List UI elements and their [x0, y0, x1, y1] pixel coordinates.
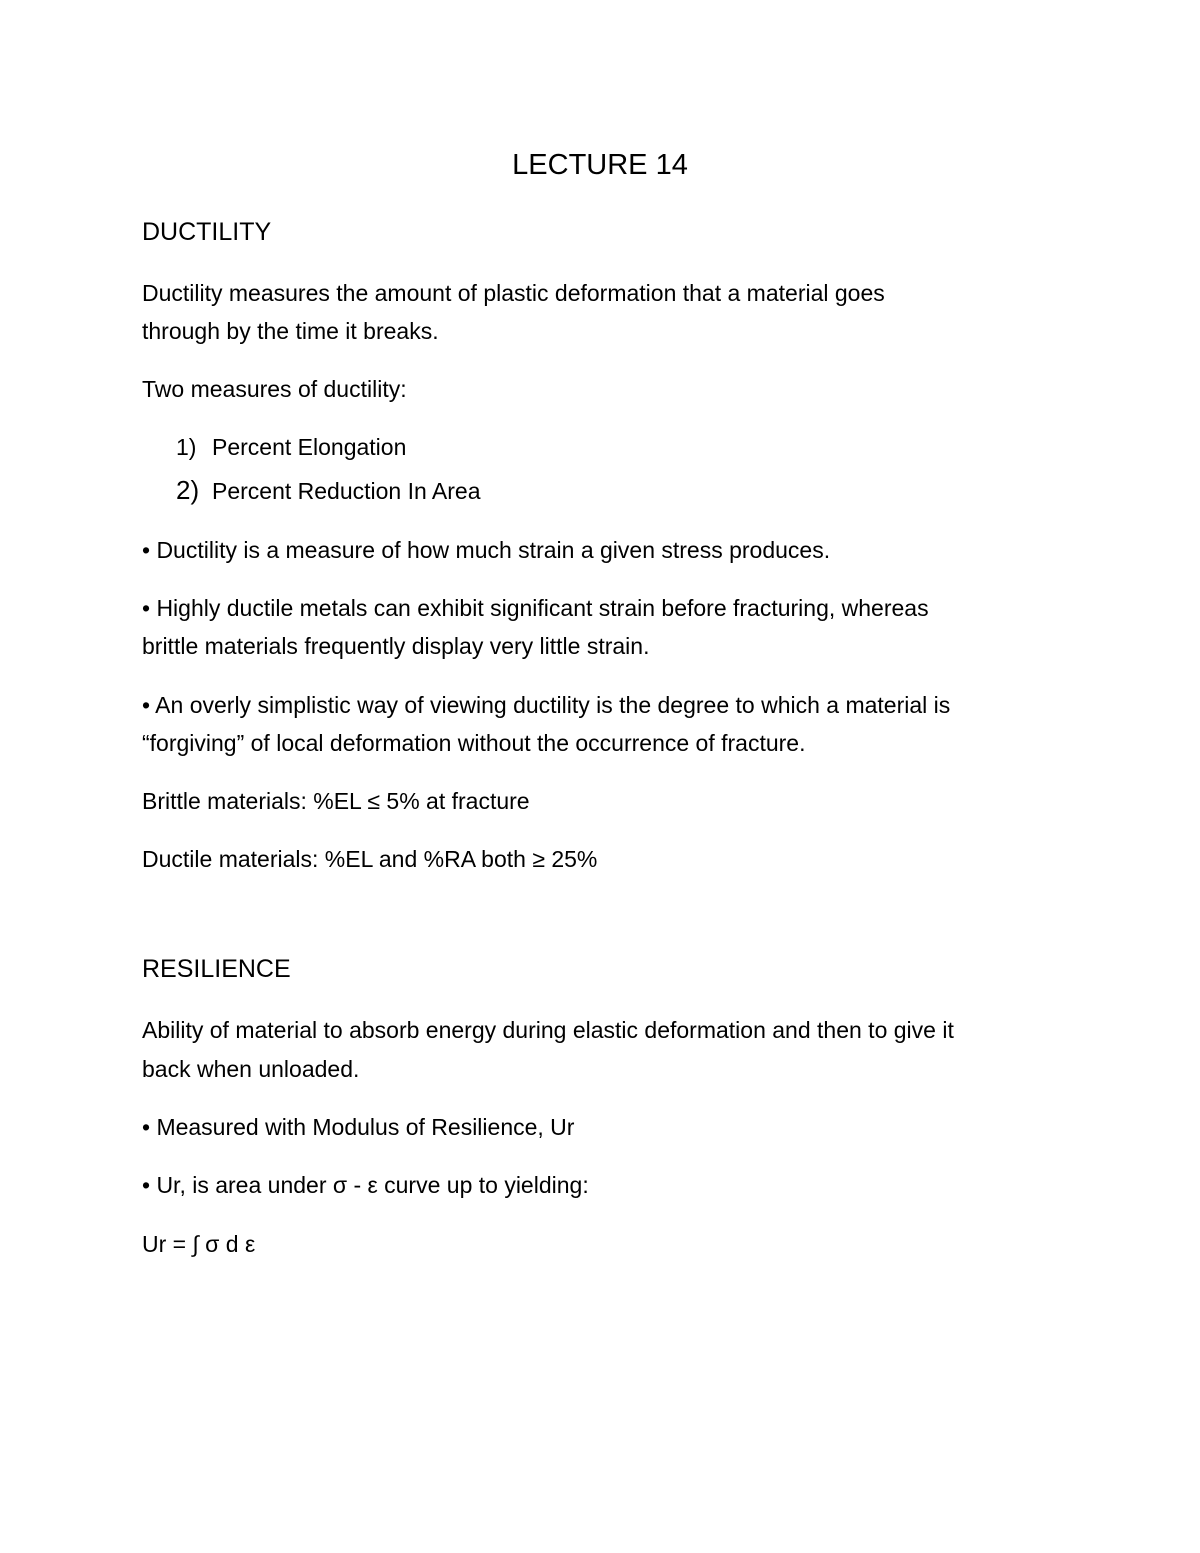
ductility-definition-line-1: Ductility measures the amount of plastic deformation that a material goes — [142, 280, 885, 306]
ductility-bullet-3-line-1: • An overly simplistic way of viewing ductility is the degree to which a material is — [142, 692, 951, 718]
measures-intro: Two measures of ductility: — [142, 376, 407, 402]
list-item-number: 1) — [176, 434, 197, 460]
ductility-bullet-1: • Ductility is a measure of how much strain a given stress produces. — [142, 537, 831, 563]
list-item-text: Percent Elongation — [212, 434, 407, 460]
resilience-formula: Ur = ∫ σ d ε — [142, 1231, 256, 1257]
page-title: LECTURE 14 — [512, 149, 688, 181]
resilience-definition-line-1: Ability of material to absorb energy during elastic deformation and then to give it — [142, 1017, 954, 1043]
ductility-definition-line-2: through by the time it breaks. — [142, 318, 439, 344]
list-item-text: Percent Reduction In Area — [212, 478, 481, 504]
list-item — [176, 475, 481, 506]
brittle-criterion: Brittle materials: %EL ≤ 5% at fracture — [142, 788, 530, 814]
list-item — [176, 432, 406, 462]
ductility-heading: DUCTILITY — [142, 218, 272, 246]
resilience-definition-line-2: back when unloaded. — [142, 1056, 360, 1082]
resilience-heading: RESILIENCE — [142, 955, 291, 983]
ductility-bullet-2-line-2: brittle materials frequently display very little strain. — [142, 633, 650, 659]
resilience-bullet-1: • Measured with Modulus of Resilience, Ur — [142, 1114, 575, 1140]
ductility-bullet-2-line-1: • Highly ductile metals can exhibit significant strain before fracturing, whereas — [142, 595, 929, 621]
resilience-bullet-2: • Ur, is area under σ - ε curve up to yielding: — [142, 1172, 589, 1198]
ductility-bullet-3-line-2: “forgiving” of local deformation without the occurrence of fracture. — [142, 730, 806, 756]
list-item-number: 2) — [176, 475, 200, 505]
ductile-criterion: Ductile materials: %EL and %RA both ≥ 25% — [142, 846, 598, 872]
